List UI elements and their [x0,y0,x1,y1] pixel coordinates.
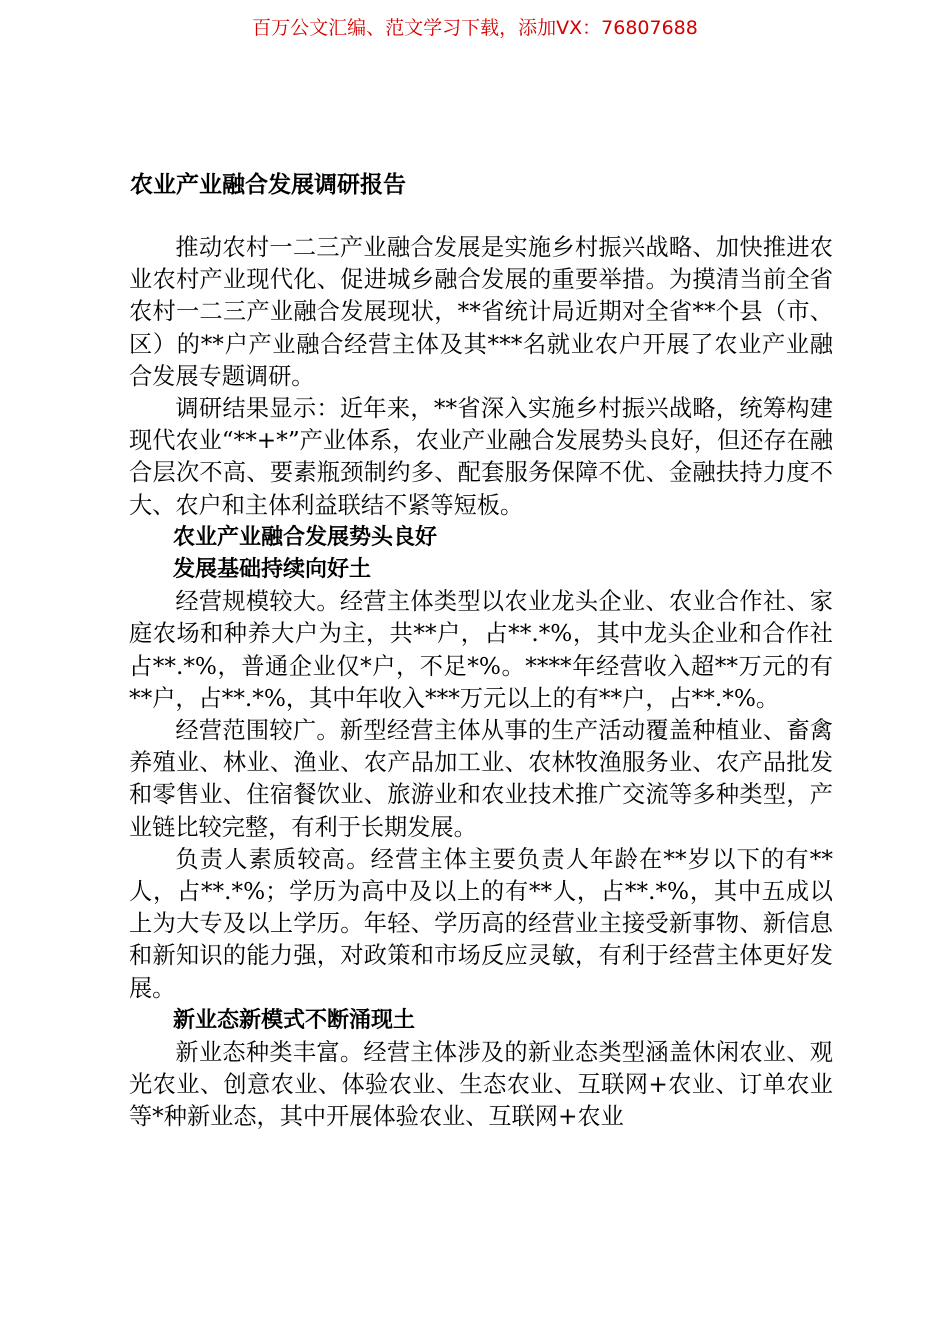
section-heading-development-trend: 农业产业融合发展势头良好 [173,524,438,550]
intro-paragraph-2: 调研结果显示：近年来，**省深入实施乡村振兴战略，统筹构建现代农业“**+*”产业体系，农业产业融合发展势头良好，但还存在融合层次不高、要素瓶颈制约多、配套服务保障不优、金融扶持力度不大、农户和主体利益联结不紧等短板。 [129,395,833,519]
document-title: 农业产业融合发展调研报告 [130,172,406,198]
subsection-heading-foundation: 发展基础持续向好土 [173,557,372,583]
paragraph-business-scope: 经营范围较广。新型经营主体从事的生产活动覆盖种植业、畜禽养殖业、林业、渔业、农产品加工业、农林牧渔服务业、农产品批发和零售业、住宿餐饮业、旅游业和农业技术推广交流等多种类型，产业链比较完整，有利于长期发展。 [129,717,833,841]
intro-paragraph-1: 推动农村一二三产业融合发展是实施乡村振兴战略、加快推进农业农村产业现代化、促进城乡融合发展的重要举措。为摸清当前全省农村一二三产业融合发展现状，**省统计局近期对全省**个县（市、区）的**户产业融合经营主体及其***名就业农户开展了农业产业融合发展专题调研。 [129,234,833,390]
document-body [129,232,833,1134]
subsection-heading-new-models: 新业态新模式不断涌现土 [173,1007,416,1033]
paragraph-new-formats: 新业态种类丰富。经营主体涉及的新业态类型涵盖休闲农业、观光农业、创意农业、体验农业、生态农业、互联网+农业、订单农业等*种新业态，其中开展体验农业、互联网+农业 [129,1039,833,1131]
paragraph-leader-quality: 负责人素质较高。经营主体主要负责人年龄在**岁以下的有**人，占**.*%；学历为高中及以上的有**人，占**.*%，其中五成以上为大专及以上学历。年轻、学历高的经营业主接受新事物、新信息和新知识的能力强，对政策和市场反应灵敏，有利于经营主体更好发展。 [129,845,833,1002]
paragraph-business-scale: 经营规模较大。经营主体类型以农业龙头企业、农业合作社、家庭农场和种养大户为主，共**户，占**.*%，其中龙头企业和合作社占**.*%，普通企业仅*户，不足*%。****年经营收入超**万元的有**户，占**.*%，其中年收入***万元以上的有**户，占**.*%。 [129,588,833,712]
header-banner: 百万公文汇编、范文学习下载，添加VX：76807688 [252,17,698,39]
